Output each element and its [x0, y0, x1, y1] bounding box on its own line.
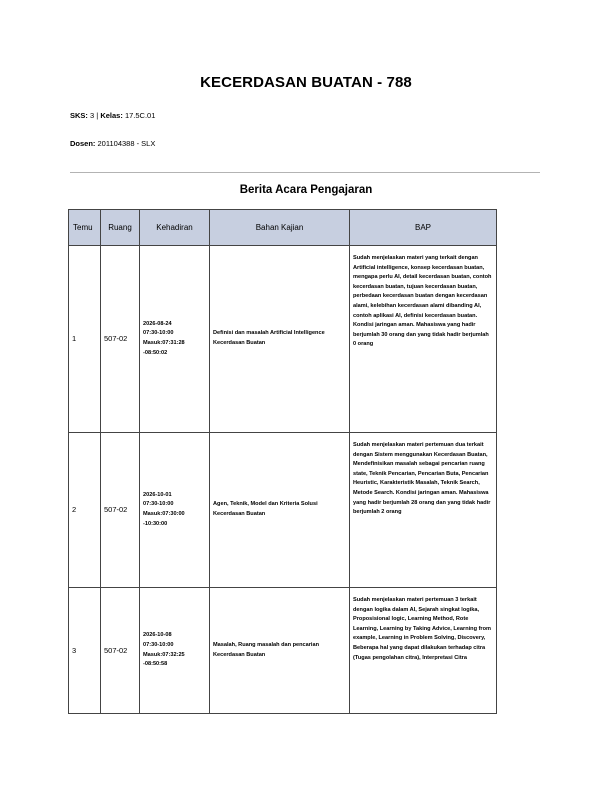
cell-temu: 1: [69, 246, 101, 433]
cell-bap: Sudah menjelaskan materi pertemuan 3 terkait dengan logika dalam AI, Sejarah singkat logika, Proposisional logic, Learning Method, Rote Learning, Learning by Taking Advice, Learning from example, Learning in Problem Solving, Discovery, Beberapa hal yang dapat dilakukan terhadap citra (Tugas pengolahan citra), Interpretasi Citra: [350, 588, 497, 714]
col-header-ruang: Ruang: [101, 210, 140, 246]
bahan-course: Kecerdasan Buatan: [213, 340, 266, 346]
course-info: [70, 111, 155, 120]
bahan-topic: Masalah, Ruang masalah dan pencarian: [213, 641, 320, 648]
col-header-bahan-kajian: Bahan Kajian: [210, 210, 350, 246]
bahan-course: Kecerdasan Buatan: [213, 511, 266, 517]
section-title: Berita Acara Pengajaran: [239, 184, 373, 196]
cell-temu: 3: [69, 588, 101, 714]
kelas-value: 17.5C.01: [124, 111, 156, 120]
col-header-temu: Temu: [69, 210, 101, 246]
lecturer-info: [70, 139, 155, 148]
cell-ruang: 507-02: [101, 246, 140, 433]
dosen-value: 201104388 - SLX: [97, 139, 156, 148]
table-row: [69, 246, 497, 433]
table-row: [69, 433, 497, 588]
cell-bahan-kajian: [210, 433, 350, 588]
cell-kehadiran: [140, 433, 210, 588]
cell-ruang: 507-02: [101, 433, 140, 588]
page-title: KECERDASAN BUATAN - 788: [200, 74, 412, 91]
bahan-course: Kecerdasan Buatan: [213, 651, 266, 658]
cell-bap: Sudah menjelaskan materi pertemuan dua terkait dengan Sistem menggunakan Kecerdasan Buatan, Mendefinisikan masalah sebagai pencarian ruang state, Teknik Pencarian, Pencarian Buta, Pencarian Heuristic, Karakteristik Masalah, Teknik Search, Metode Search. Kondisi jaringan aman. Mahasiswa yang hadir berjumlah 28 orang dan yang tidak hadir berjumlah 2 orang: [350, 433, 497, 588]
kehadiran-date: 2026-08-24: [143, 320, 172, 327]
bap-table: [68, 209, 497, 714]
kehadiran-masuk: Masuk:07:32:25: [143, 651, 185, 658]
sks-value: 3: [90, 111, 95, 120]
col-header-kehadiran: Kehadiran: [140, 210, 210, 246]
sks-label: SKS:: [70, 111, 88, 120]
kehadiran-masuk: Masuk:07:30:00: [143, 511, 185, 517]
bahan-topic: Definisi dan masalah Artificial Intelligence: [213, 330, 325, 337]
cell-bahan-kajian: [210, 588, 350, 714]
kehadiran-time: 07:30-10:00: [143, 641, 174, 648]
kehadiran-time: 07:30-10:00: [143, 330, 174, 337]
separator: |: [96, 111, 99, 120]
cell-bahan-kajian: [210, 246, 350, 433]
kelas-label: Kelas:: [100, 111, 123, 120]
bahan-topic: Agen, Teknik, Model dan Kriteria Solusi: [213, 501, 318, 508]
cell-kehadiran: [140, 588, 210, 714]
table-header-row: [69, 210, 497, 246]
dosen-label: Dosen:: [70, 139, 96, 148]
divider: [70, 172, 540, 173]
col-header-bap: BAP: [350, 210, 497, 246]
kehadiran-masuk: Masuk:07:31:28: [143, 340, 185, 346]
kehadiran-date: 2026-10-08: [143, 632, 172, 639]
cell-ruang: 507-02: [101, 588, 140, 714]
kehadiran-keluar: -10:30:00: [143, 520, 168, 527]
cell-kehadiran: [140, 246, 210, 433]
cell-bap: Sudah menjelaskan materi yang terkait dengan Artificial intelligence, konsep kecerdasan buatan, mengapa perlu AI, detail kecerdasan buatan, contoh kecerdasan buatan, tujuan kecerdasan buatan, perbedaan kecerdasan buatan dengan kecerdasan alami, kelebihan kecerdasan alami dibanding AI, contoh aplikasi AI, definisi kecerdasan buatan. Kondisi jaringan aman. Mahasiswa yang hadir berjumlah 30 orang dan yang tidak hadir berjumlah 0 orang: [350, 246, 497, 433]
table-row: [69, 588, 497, 714]
kehadiran-keluar: -08:50:02: [143, 349, 168, 356]
kehadiran-keluar: -08:50:58: [143, 661, 168, 668]
kehadiran-time: 07:30-10:00: [143, 501, 174, 508]
cell-temu: 2: [69, 433, 101, 588]
kehadiran-date: 2026-10-01: [143, 491, 172, 498]
